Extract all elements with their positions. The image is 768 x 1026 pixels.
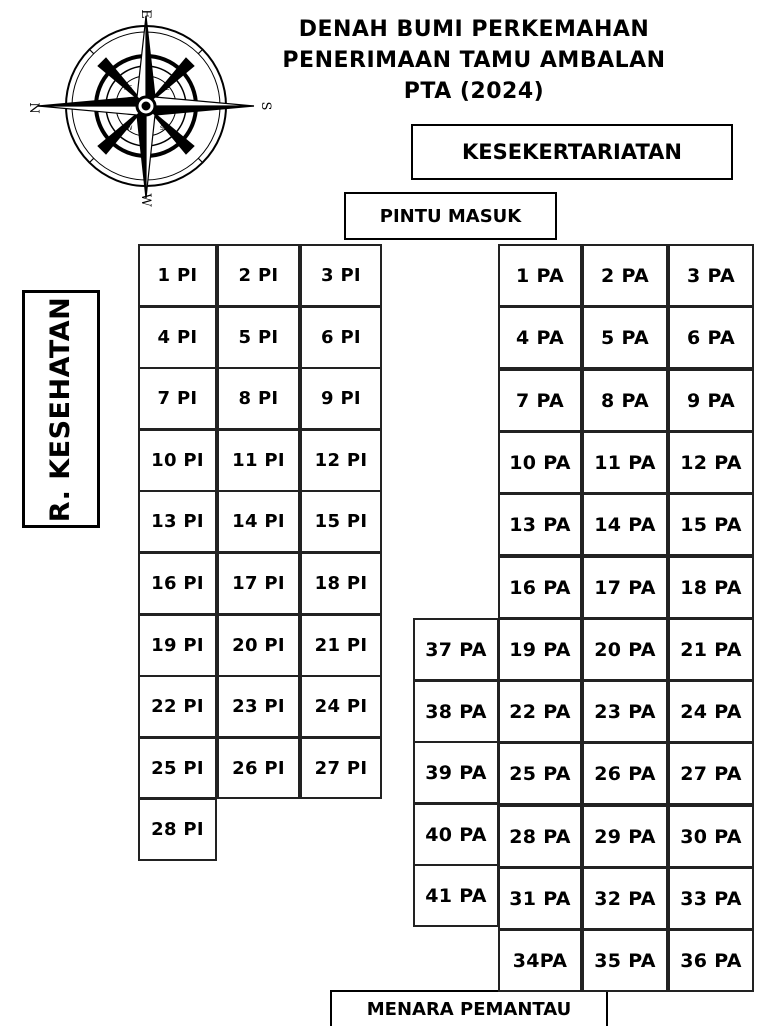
tent-pa-38: 38 PA [413, 680, 499, 743]
tent-pa-3: 3 PA [668, 244, 754, 307]
tent-pi-6: 6 PI [300, 306, 382, 369]
tent-pa-15: 15 PA [668, 493, 754, 556]
tent-pa-5: 5 PA [582, 306, 668, 369]
health-room-label: R. KESEHATAN [45, 296, 77, 522]
title-line-1: DENAH BUMI PERKEMAHAN [298, 17, 650, 42]
compass-se-label: SE [162, 85, 170, 92]
entrance-box: PINTU MASUK [344, 192, 557, 240]
compass-ne-label: NE [124, 85, 133, 92]
tent-pi-12: 12 PI [300, 429, 382, 492]
tent-pa-4: 4 PA [498, 306, 582, 369]
tent-pa-9: 9 PA [668, 369, 754, 432]
tent-pi-1: 1 PI [138, 244, 217, 307]
tent-pa-11: 11 PA [582, 431, 668, 494]
tent-pa-1: 1 PA [498, 244, 582, 307]
tent-pa-14: 14 PA [582, 493, 668, 556]
tent-pi-26: 26 PI [217, 737, 300, 799]
tent-pa-27: 27 PA [668, 742, 754, 805]
tent-pa-18: 18 PA [668, 556, 754, 619]
compass-south-label: S [258, 101, 273, 111]
compass-north-label: N [26, 102, 41, 114]
tent-pa-7: 7 PA [498, 369, 582, 432]
tent-pa-32: 32 PA [582, 867, 668, 930]
tent-pi-8: 8 PI [217, 367, 300, 430]
tent-pi-7: 7 PI [138, 367, 217, 430]
tent-pa-22: 22 PA [498, 680, 582, 743]
tent-pa-39: 39 PA [413, 741, 499, 804]
title-line-3: PTA (2024) [403, 79, 545, 104]
tent-pa-12: 12 PA [668, 431, 754, 494]
tent-pa-21: 21 PA [668, 618, 754, 681]
tent-pi-2: 2 PI [217, 244, 300, 307]
tent-pa-6: 6 PA [668, 306, 754, 369]
tent-pa-35: 35 PA [582, 929, 668, 992]
tent-pa-19: 19 PA [498, 618, 582, 681]
tent-pi-9: 9 PI [300, 367, 382, 430]
tent-pa-37: 37 PA [413, 618, 499, 681]
secretariat-box: KESEKERTARIATAN [411, 124, 733, 180]
tent-pa-16: 16 PA [498, 556, 582, 619]
tent-pa-36: 36 PA [668, 929, 754, 992]
watch-tower-box: MENARA PEMANTAU [330, 990, 608, 1026]
health-room-box [22, 290, 100, 528]
tent-pi-16: 16 PI [138, 552, 217, 615]
tent-pa-26: 26 PA [582, 742, 668, 805]
tent-pi-13: 13 PI [138, 490, 217, 553]
tent-pa-8: 8 PA [582, 369, 668, 432]
tent-pi-11: 11 PI [217, 429, 300, 492]
tent-pa-24: 24 PA [668, 680, 754, 743]
tent-pa-40: 40 PA [413, 803, 499, 866]
tent-pi-21: 21 PI [300, 614, 382, 677]
tent-pi-17: 17 PI [217, 552, 300, 615]
tent-pa-25: 25 PA [498, 742, 582, 805]
tent-pa-34: 34PA [498, 929, 582, 992]
tent-pi-18: 18 PI [300, 552, 382, 615]
tent-pa-13: 13 PA [498, 493, 582, 556]
tent-pa-31: 31 PA [498, 867, 582, 930]
tent-pa-29: 29 PA [582, 805, 668, 868]
tent-pa-28: 28 PA [498, 805, 582, 868]
tent-pi-3: 3 PI [300, 244, 382, 307]
tent-pi-28: 28 PI [138, 798, 217, 861]
tent-pa-23: 23 PA [582, 680, 668, 743]
tent-pi-20: 20 PI [217, 614, 300, 677]
tent-pi-10: 10 PI [138, 429, 217, 492]
tent-pa-33: 33 PA [668, 867, 754, 930]
tent-pi-22: 22 PI [138, 675, 217, 738]
compass-east-label: E [138, 9, 153, 19]
tent-pi-27: 27 PI [300, 737, 382, 799]
tent-pa-30: 30 PA [668, 805, 754, 868]
tent-pi-19: 19 PI [138, 614, 217, 677]
tent-pa-20: 20 PA [582, 618, 668, 681]
tent-pi-23: 23 PI [217, 675, 300, 738]
tent-pa-41: 41 PA [413, 864, 499, 927]
map-title [236, 14, 712, 107]
tent-pi-15: 15 PI [300, 490, 382, 553]
tent-pi-24: 24 PI [300, 675, 382, 738]
title-line-2: PENERIMAAN TAMU AMBALAN [282, 48, 666, 73]
compass-nw-label: NW [122, 125, 133, 132]
tent-pi-4: 4 PI [138, 306, 217, 369]
tent-pa-17: 17 PA [582, 556, 668, 619]
compass-west-label: W [138, 193, 153, 207]
tent-pi-14: 14 PI [217, 490, 300, 553]
tent-pa-10: 10 PA [498, 431, 582, 494]
tent-pi-5: 5 PI [217, 306, 300, 369]
tent-pa-2: 2 PA [582, 244, 668, 307]
tent-pi-25: 25 PI [138, 737, 217, 799]
compass-sw-label: SW [160, 125, 170, 132]
